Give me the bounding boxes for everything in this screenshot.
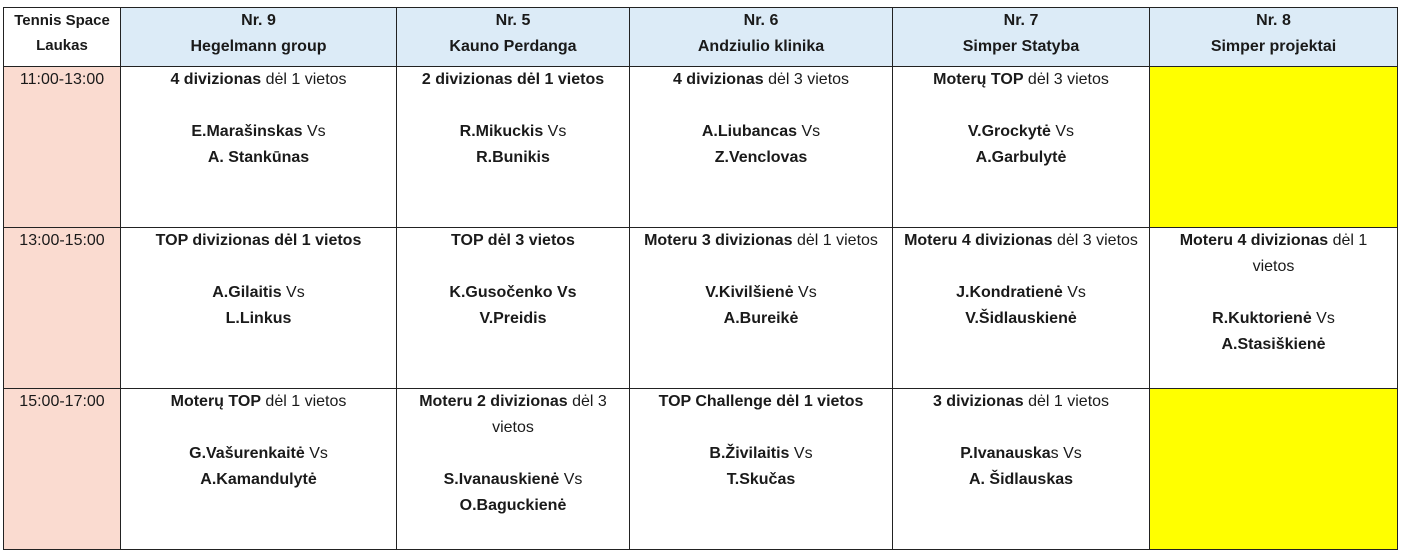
player-1-name: R.Mikuckis [459,123,544,140]
match-cell [397,67,630,228]
court-sponsor: Kauno Perdanga [449,38,577,55]
player-2-name: L.Linkus [225,310,292,327]
match-cell [893,389,1150,550]
time-row [4,228,1398,389]
player-2-name: A.Kamandulytė [200,471,317,488]
player-2-name: A. Stankūnas [207,149,310,166]
player-2-name: A.Stasiškienė [1221,336,1326,353]
player-1-name: R.Kuktorienė [1212,310,1312,327]
player-1-name: P.Ivanauska [960,445,1051,462]
court-number: Nr. 8 [1256,12,1291,29]
player-1 [121,441,396,467]
vs-text: Vs [302,123,326,140]
court-header-nr6 [630,8,893,67]
time-row [4,67,1398,228]
match-title [1150,228,1397,254]
player-2-name: A.Bureikė [723,310,799,327]
match-title [121,228,396,254]
court-number: Nr. 5 [495,12,531,29]
empty-slot [1150,389,1398,550]
player-2-name: V.Preidis [479,310,547,327]
match-cell [121,228,397,389]
player-2-name: V.Šidlauskienė [965,310,1077,327]
place-text: dėl 1 [1328,232,1368,249]
match-title-line-2: vietos [492,419,534,436]
vs-text: Vs [543,123,567,140]
division-name: Moterų TOP [933,71,1024,88]
player-1 [893,441,1149,467]
vs-text: Vs [1311,310,1335,327]
player-1 [1150,306,1397,332]
player-1 [893,280,1149,306]
match-title [893,389,1149,415]
court-sponsor: Simper Statyba [962,38,1080,55]
division-name: Moteru 4 divizionas [1179,232,1329,249]
vs-text: Vs [304,445,328,462]
court-header-nr5 [397,8,630,67]
player-2-name: Z.Venclovas [714,149,808,166]
vs-text: Vs [797,123,821,140]
match-cell [121,67,397,228]
match-title [893,67,1149,93]
division-name: 2 divizionas dėl 1 vietos [421,71,605,88]
court-number: Nr. 6 [743,12,779,29]
court-sponsor: Simper projektai [1210,38,1337,55]
corner-line-1: Tennis Space [14,12,110,29]
player-2-name: R.Bunikis [476,149,550,166]
player-1-name: B.Živilaitis [709,445,790,462]
schedule-table [3,7,1398,550]
division-name: Moteru 2 divizionas [419,393,568,410]
player-1-name-suffix: s [1050,445,1059,462]
time-slot: 13:00-15:00 [4,228,121,389]
place-text: dėl 3 vietos [1052,232,1138,249]
match-cell [1150,228,1398,389]
division-name: Moteru 3 divizionas [644,232,793,249]
match-title [893,228,1149,254]
player-1 [630,119,892,145]
place-text: dėl 3 vietos [763,71,850,88]
vs-text: Vs [789,445,813,462]
vs-text: Vs [281,284,305,301]
match-cell [397,389,630,550]
player-1 [121,280,396,306]
match-title [397,67,629,93]
court-number: Nr. 9 [241,12,276,29]
match-cell [893,67,1150,228]
player-1-name: E.Marašinskas [191,123,303,140]
match-title [630,389,892,415]
vs-text: Vs [1050,123,1075,140]
time-row [4,389,1398,550]
vs-text: Vs [559,471,583,488]
match-title-line-2: vietos [1252,258,1295,275]
division-name: 4 divizionas [170,71,262,88]
place-text: dėl 1 vietos [261,71,347,88]
division-name: Moterų TOP [170,393,261,410]
court-header-nr7 [893,8,1150,67]
player-1 [893,119,1149,145]
court-header-nr9 [121,8,397,67]
player-2-name: T.Skučas [726,471,796,488]
match-title [397,228,629,254]
header-row [4,8,1398,67]
match-title [630,67,892,93]
corner-header [4,8,121,67]
match-cell [893,228,1150,389]
player-1 [630,441,892,467]
player-1 [630,280,892,306]
match-title [121,67,396,93]
corner-line-2: Laukas [36,37,88,54]
court-sponsor: Andziulio klinika [697,38,825,55]
player-1-name: K.Gusočenko Vs [449,284,577,301]
match-cell [121,389,397,550]
division-name: TOP divizionas dėl 1 vietos [155,232,362,249]
player-1 [397,280,629,306]
vs-text: Vs [1058,445,1082,462]
time-slot: 15:00-17:00 [4,389,121,550]
player-1 [397,119,629,145]
player-2-name: A. Šidlauskas [968,471,1074,488]
place-text: dėl 1 vietos [792,232,878,249]
player-1-name: J.Kondratienė [956,284,1063,301]
player-2-name: O.Baguckienė [459,497,567,514]
division-name: TOP Challenge dėl 1 vietos [658,393,864,410]
match-title [630,228,892,254]
place-text: dėl 1 vietos [1023,393,1110,410]
player-2-name: A.Garbulytė [975,149,1067,166]
time-slot: 11:00-13:00 [4,67,121,228]
player-1-name: A.Liubancas [701,123,797,140]
match-cell [630,228,893,389]
empty-slot [1150,67,1398,228]
court-number: Nr. 7 [1003,12,1039,29]
court-sponsor: Hegelmann group [190,38,327,55]
player-1-name: S.Ivanauskienė [443,471,560,488]
player-1-name: V.Grockytė [967,123,1051,140]
vs-text: Vs [793,284,817,301]
player-1-name: G.Vašurenkaitė [189,445,305,462]
division-name: Moteru 4 divizionas [904,232,1053,249]
player-1-name: A.Gilaitis [212,284,282,301]
match-cell [397,228,630,389]
player-1-name: V.Kivilšienė [705,284,794,301]
division-name: TOP dėl 3 vietos [451,232,575,249]
match-title [121,389,396,415]
court-header-nr8 [1150,8,1398,67]
match-cell [630,67,893,228]
division-name: 3 divizionas [932,393,1024,410]
place-text: dėl 1 vietos [260,393,347,410]
place-text: dėl 3 [567,393,607,410]
vs-text: Vs [1062,284,1086,301]
match-cell [630,389,893,550]
player-1 [121,119,396,145]
division-name: 4 divizionas [672,71,764,88]
player-1 [397,467,629,493]
place-text: dėl 3 vietos [1023,71,1109,88]
match-title [397,389,629,415]
